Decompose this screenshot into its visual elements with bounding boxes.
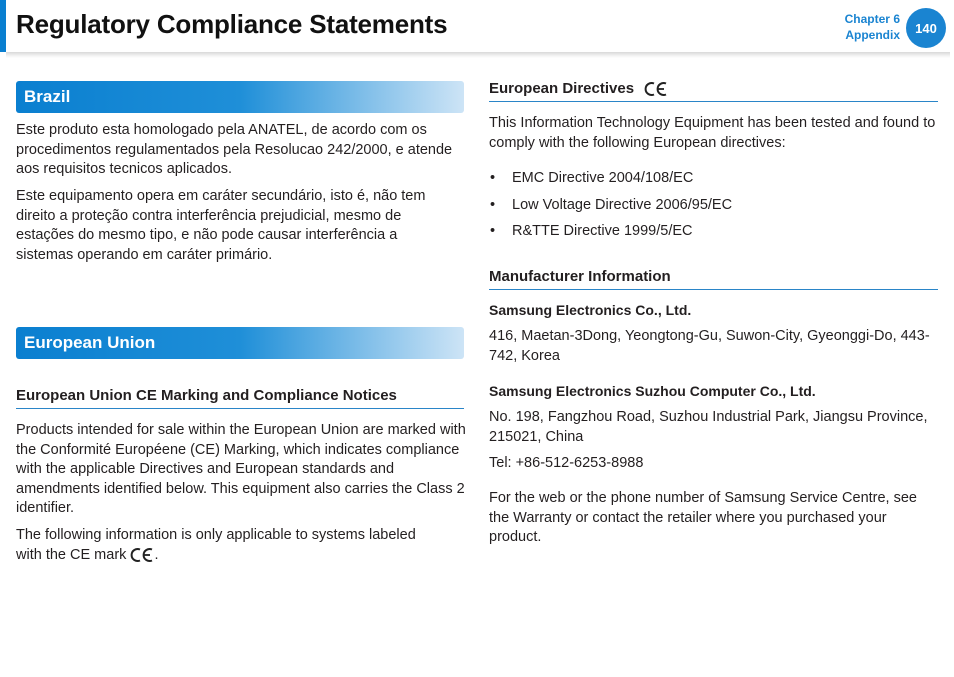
header-accent-bar [0,0,6,52]
eu-ce-marking-heading: European Union CE Marking and Compliance Notices [16,386,464,409]
directives-intro: This Information Technology Equipment has been tested and found to comply with the following European directives: [489,115,936,151]
header-divider [6,52,950,58]
page-title: Regulatory Compliance Statements [16,9,448,39]
manufacturer-address-1: 416, Maetan-3Dong, Yeongtong-Gu, Suwon-City, Gyeonggi-Do, 443-742, Korea [489,328,930,364]
eu-paragraph-2-period: . [154,546,159,563]
chapter-number: Chapter 6 [844,12,900,26]
brazil-heading: Brazil [24,87,71,106]
brazil-section-header [16,81,464,113]
chapter-section: Appendix [845,28,900,42]
manufacturer-company-1: Samsung Electronics Co., Ltd. [489,302,692,318]
list-item: • Low Voltage Directive 2006/95/EC [490,196,733,213]
manufacturer-heading: Manufacturer Information [489,267,938,290]
chapter-label [845,11,900,43]
eu-heading: European Union [24,333,156,352]
brazil-paragraph-1: Este produto esta homologado pela ANATEL, de acordo com os procedimentos regulamentados pela Resolucao 242/2000, e atende aos requisitos tecnicos aplicados. [16,122,453,178]
bullet-icon: • [490,223,496,239]
eu-section-header [16,327,464,359]
eu-paragraph-2-line1: The following information is only applicable to systems labeled [16,527,416,543]
manufacturer-address-2: No. 198, Fangzhou Road, Suzhou Industrial Park, Jiangsu Province, 215021, China [489,409,928,445]
bullet-icon: • [490,170,496,186]
manufacturer-company-2: Samsung Electronics Suzhou Computer Co., Ltd. [489,383,816,399]
ce-mark-icon [644,81,668,97]
eu-paragraph-1: Products intended for sale within the European Union are marked with the Conformité Européene (CE) Marking, which indicates compliance with the applicable Directives and European standards and amendments identified below. This equipment also carries the Class 2 identifier. [16,422,466,517]
eu-paragraph-2-text: with the CE mark [16,546,127,563]
manufacturer-tel: Tel: +86-512-6253-8988 [489,455,644,471]
directives-list [489,168,732,248]
ce-mark-icon [130,547,154,563]
page-number-badge: 140 [906,8,946,48]
european-directives-heading [489,79,938,102]
list-item: • EMC Directive 2004/108/EC [490,170,694,186]
european-directives-title: European Directives [489,80,635,97]
service-centre-note: For the web or the phone number of Samsung Service Centre, see the Warranty or contact the retailer where you purchased your product. [489,490,917,546]
eu-paragraph-2-line2 [16,546,466,566]
brazil-paragraph-2: Este equipamento opera em caráter secundário, isto é, não tem direito a proteção contra interferência prejudicial, mesmo de estações do mesmo tipo, e não pode causar interferência a sistemas operando em caráter primário. [16,188,426,263]
list-item: • R&TTE Directive 1999/5/EC [490,223,693,239]
eu-paragraph-2 [16,526,466,565]
bullet-icon: • [490,196,496,213]
